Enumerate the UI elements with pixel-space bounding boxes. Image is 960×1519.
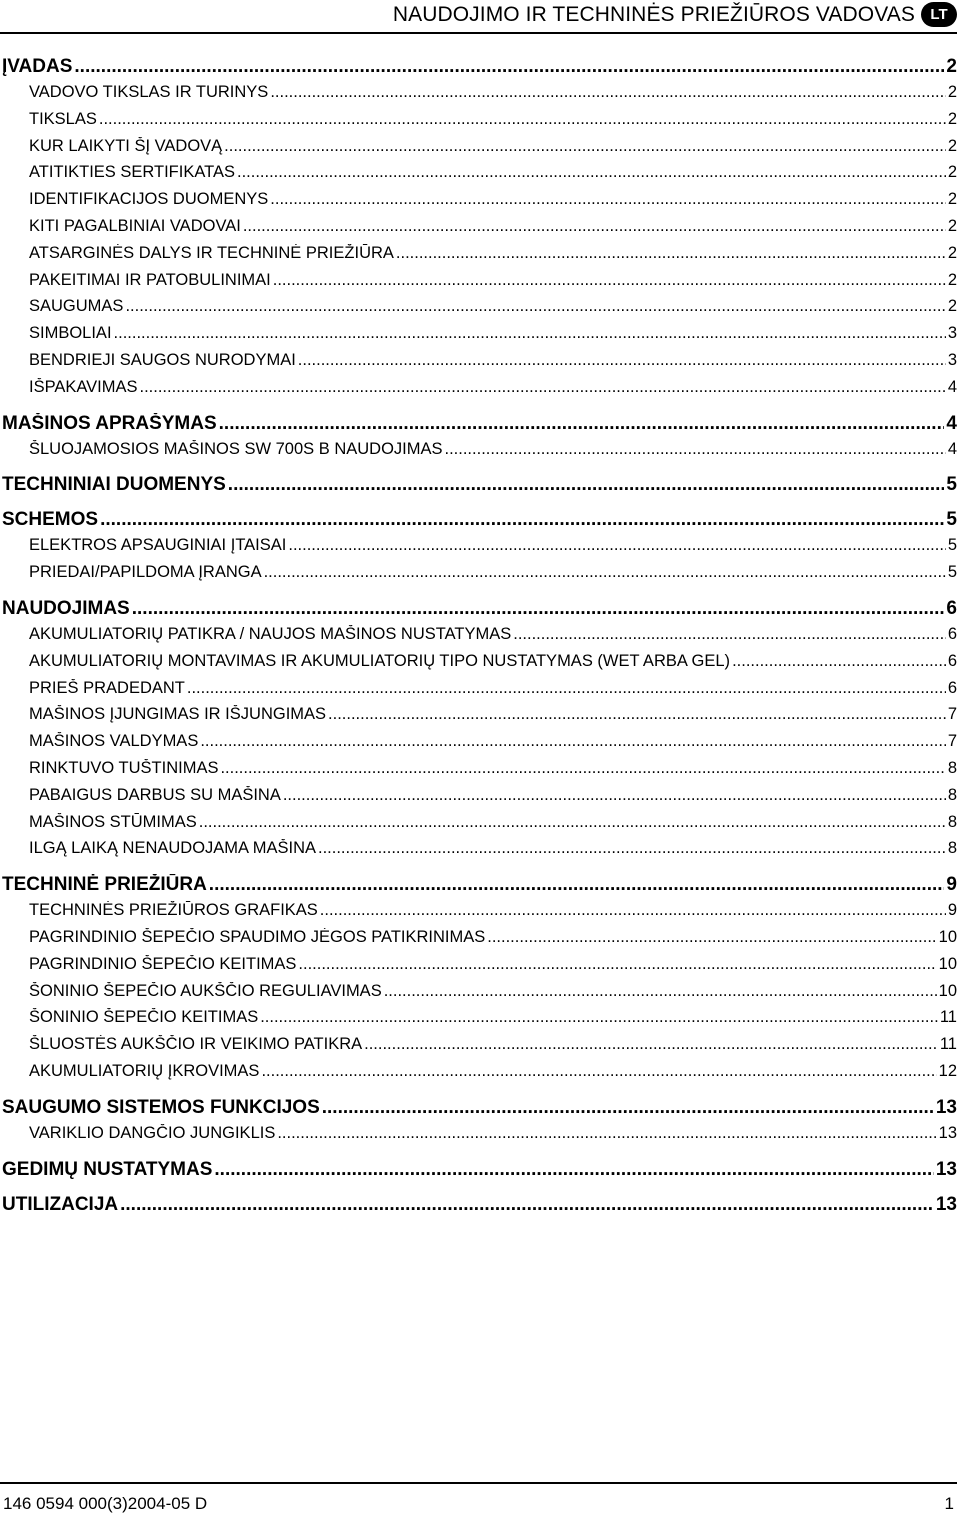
toc-entry-title: ATSARGINĖS DALYS IR TECHNINĖ PRIEŽIŪRA bbox=[29, 243, 394, 262]
language-badge: LT bbox=[921, 2, 957, 27]
toc-entry-page: 10 bbox=[938, 927, 957, 946]
toc-entry-title: ŠONINIO ŠEPEČIO KEITIMAS bbox=[29, 1008, 259, 1027]
toc-dot-leader bbox=[320, 901, 946, 920]
footer-divider bbox=[0, 1482, 957, 1484]
toc-dot-leader bbox=[228, 474, 945, 496]
toc-entry-page: 8 bbox=[947, 839, 957, 858]
toc-dot-leader bbox=[260, 1008, 938, 1027]
toc-section-entry bbox=[2, 509, 957, 536]
toc-entry-page: 13 bbox=[935, 1096, 957, 1118]
toc-entry-page: 4 bbox=[946, 412, 957, 434]
toc-entry-page: 6 bbox=[946, 597, 957, 619]
page-header bbox=[0, 0, 960, 40]
toc-dot-leader bbox=[199, 813, 946, 832]
table-of-contents bbox=[2, 56, 957, 1221]
toc-dot-leader bbox=[220, 759, 945, 778]
toc-entry-page: 11 bbox=[939, 1008, 957, 1027]
toc-dot-leader bbox=[273, 271, 946, 290]
toc-entry-title: AKUMULIATORIŲ PATIKRA / NAUJOS MAŠINOS NUSTATYMAS bbox=[29, 624, 512, 643]
toc-subsection-entry bbox=[2, 1062, 957, 1089]
toc-entry-page: 2 bbox=[946, 56, 957, 77]
toc-entry-page: 7 bbox=[947, 732, 957, 751]
toc-entry-title: BENDRIEJI SAUGOS NURODYMAI bbox=[29, 350, 296, 369]
toc-section-entry bbox=[2, 874, 957, 901]
toc-dot-leader bbox=[487, 928, 936, 947]
toc-entry-title: SCHEMOS bbox=[2, 509, 99, 531]
toc-entry-page: 9 bbox=[947, 901, 957, 920]
toc-entry-title: MAŠINOS APRAŠYMAS bbox=[2, 412, 217, 434]
toc-entry-page: 2 bbox=[947, 270, 957, 289]
toc-subsection-entry bbox=[2, 536, 957, 563]
toc-dot-leader bbox=[99, 110, 946, 129]
toc-entry-page: 4 bbox=[947, 377, 957, 396]
toc-dot-leader bbox=[396, 244, 946, 263]
toc-subsection-entry bbox=[2, 652, 957, 679]
toc-dot-leader bbox=[384, 982, 937, 1001]
toc-subsection-entry bbox=[2, 271, 957, 298]
toc-dot-leader bbox=[120, 1194, 934, 1216]
toc-entry-title: ŠONINIO ŠEPEČIO AUKŠČIO REGULIAVIMAS bbox=[29, 981, 382, 1000]
toc-subsection-entry bbox=[2, 244, 957, 271]
toc-subsection-entry bbox=[2, 83, 957, 110]
toc-entry-title: IDENTIFIKACIJOS DUOMENYS bbox=[29, 190, 269, 209]
toc-entry-title: AKUMULIATORIŲ MONTAVIMAS IR AKUMULIATORIŲ TIPO NUSTATYMAS (WET ARBA GEL) bbox=[29, 651, 731, 670]
toc-section-entry bbox=[2, 474, 957, 501]
toc-dot-leader bbox=[243, 217, 946, 236]
toc-entry-title: RINKTUVO TUŠTINIMAS bbox=[29, 758, 219, 777]
toc-subsection-entry bbox=[2, 679, 957, 706]
toc-entry-page: 5 bbox=[947, 563, 957, 582]
toc-subsection-entry bbox=[2, 110, 957, 137]
toc-entry-title: MAŠINOS ĮJUNGIMAS IR IŠJUNGIMAS bbox=[29, 705, 327, 724]
toc-entry-title: UTILIZACIJA bbox=[2, 1193, 119, 1215]
toc-entry-title: AKUMULIATORIŲ ĮKROVIMAS bbox=[29, 1061, 260, 1080]
toc-entry-title: MAŠINOS STŪMIMAS bbox=[29, 812, 197, 831]
toc-section-entry bbox=[2, 413, 957, 440]
toc-dot-leader bbox=[364, 1035, 938, 1054]
toc-dot-leader bbox=[100, 509, 944, 531]
toc-entry-title: PRIEŠ PRADEDANT bbox=[29, 678, 185, 697]
toc-dot-leader bbox=[732, 652, 946, 671]
toc-subsection-entry bbox=[2, 217, 957, 244]
toc-dot-leader bbox=[277, 1124, 936, 1143]
toc-subsection-entry bbox=[2, 163, 957, 190]
toc-dot-leader bbox=[132, 598, 945, 620]
toc-subsection-entry bbox=[2, 1124, 957, 1151]
toc-entry-page: 8 bbox=[947, 812, 957, 831]
toc-subsection-entry bbox=[2, 705, 957, 732]
toc-entry-page: 9 bbox=[946, 874, 957, 896]
toc-entry-title: TECHNINIAI DUOMENYS bbox=[2, 474, 226, 496]
toc-section-entry bbox=[2, 1097, 957, 1124]
toc-entry-title: ATITIKTIES SERTIFIKATAS bbox=[29, 163, 235, 182]
toc-entry-title: PAGRINDINIO ŠEPEČIO KEITIMAS bbox=[29, 954, 297, 973]
toc-section-entry bbox=[2, 598, 957, 625]
toc-dot-leader bbox=[270, 190, 946, 209]
toc-dot-leader bbox=[298, 955, 936, 974]
toc-entry-page: 13 bbox=[938, 1123, 957, 1142]
toc-dot-leader bbox=[298, 351, 946, 370]
toc-dot-leader bbox=[283, 786, 946, 805]
toc-entry-page: 2 bbox=[947, 243, 957, 262]
toc-dot-leader bbox=[140, 378, 946, 397]
toc-entry-title: PAGRINDINIO ŠEPEČIO SPAUDIMO JĖGOS PATIKRINIMAS bbox=[29, 927, 486, 946]
toc-entry-page: 5 bbox=[946, 509, 957, 531]
toc-subsection-entry bbox=[2, 190, 957, 217]
toc-section-entry bbox=[2, 1159, 957, 1186]
toc-entry-page: 7 bbox=[947, 705, 957, 724]
toc-dot-leader bbox=[328, 705, 946, 724]
toc-dot-leader bbox=[288, 536, 945, 555]
toc-entry-title: VADOVO TIKSLAS IR TURINYS bbox=[29, 83, 269, 101]
toc-dot-leader bbox=[318, 839, 946, 858]
toc-entry-page: 6 bbox=[947, 678, 957, 697]
toc-dot-leader bbox=[125, 297, 945, 316]
toc-entry-title: PAKEITIMAI IR PATOBULINIMAI bbox=[29, 270, 271, 289]
toc-entry-title: MAŠINOS VALDYMAS bbox=[29, 732, 199, 751]
toc-subsection-entry bbox=[2, 137, 957, 164]
toc-entry-title: SAUGUMAS bbox=[29, 297, 124, 316]
toc-entry-page: 6 bbox=[947, 651, 957, 670]
toc-entry-page: 12 bbox=[938, 1061, 957, 1080]
toc-entry-title: PRIEDAI/PAPILDOMA ĮRANGA bbox=[29, 563, 262, 582]
toc-subsection-entry bbox=[2, 351, 957, 378]
toc-dot-leader bbox=[214, 1159, 933, 1181]
toc-subsection-entry bbox=[2, 839, 957, 866]
toc-subsection-entry bbox=[2, 440, 957, 467]
toc-dot-leader bbox=[264, 563, 946, 582]
toc-section-entry bbox=[2, 1194, 957, 1221]
toc-entry-title: ĮVADAS bbox=[2, 56, 73, 77]
toc-dot-leader bbox=[219, 413, 945, 435]
toc-entry-title: KITI PAGALBINIAI VADOVAI bbox=[29, 216, 241, 235]
toc-entry-page: 3 bbox=[947, 350, 957, 369]
toc-entry-page: 2 bbox=[947, 136, 957, 155]
header-divider bbox=[0, 32, 957, 34]
toc-entry-page: 2 bbox=[947, 190, 957, 209]
toc-subsection-entry bbox=[2, 901, 957, 928]
toc-dot-leader bbox=[237, 163, 946, 182]
toc-subsection-entry bbox=[2, 813, 957, 840]
toc-entry-page: 13 bbox=[935, 1158, 957, 1180]
toc-entry-title: TECHNINĖS PRIEŽIŪROS GRAFIKAS bbox=[29, 901, 318, 920]
toc-entry-page: 4 bbox=[947, 439, 957, 458]
toc-subsection-entry bbox=[2, 928, 957, 955]
toc-subsection-entry bbox=[2, 759, 957, 786]
toc-entry-title: IŠPAKAVIMAS bbox=[29, 377, 138, 396]
toc-entry-title: ŠLUOSTĖS AUKŠČIO IR VEIKIMO PATIKRA bbox=[29, 1035, 363, 1054]
toc-subsection-entry bbox=[2, 982, 957, 1009]
toc-entry-title: SIMBOLIAI bbox=[29, 324, 112, 343]
toc-dot-leader bbox=[200, 732, 945, 751]
page-number: 1 bbox=[944, 1494, 954, 1513]
toc-dot-leader bbox=[261, 1062, 936, 1081]
toc-dot-leader bbox=[187, 679, 946, 698]
toc-entry-page: 3 bbox=[947, 324, 957, 343]
toc-entry-title: NAUDOJIMAS bbox=[2, 597, 130, 619]
toc-entry-page: 10 bbox=[938, 954, 957, 973]
toc-entry-title: VARIKLIO DANGČIO JUNGIKLIS bbox=[29, 1123, 276, 1142]
toc-subsection-entry bbox=[2, 955, 957, 982]
toc-entry-page: 2 bbox=[947, 216, 957, 235]
toc-subsection-entry bbox=[2, 1008, 957, 1035]
toc-entry-page: 13 bbox=[935, 1193, 957, 1215]
toc-entry-page: 11 bbox=[939, 1035, 957, 1054]
toc-dot-leader bbox=[224, 137, 946, 156]
toc-entry-page: 2 bbox=[947, 297, 957, 316]
toc-entry-title: ŠLUOJAMOSIOS MAŠINOS SW 700S B NAUDOJIMAS bbox=[29, 439, 443, 458]
toc-subsection-entry bbox=[2, 563, 957, 590]
toc-subsection-entry bbox=[2, 625, 957, 652]
toc-entry-title: PABAIGUS DARBUS SU MAŠINA bbox=[29, 785, 281, 804]
toc-entry-title: ELEKTROS APSAUGINIAI ĮTAISAI bbox=[29, 536, 287, 555]
toc-subsection-entry bbox=[2, 786, 957, 813]
toc-entry-page: 2 bbox=[947, 83, 957, 101]
document-code: 146 0594 000(3)2004-05 D bbox=[3, 1494, 208, 1513]
toc-entry-page: 8 bbox=[947, 758, 957, 777]
toc-entry-page: 8 bbox=[947, 785, 957, 804]
toc-entry-title: TIKSLAS bbox=[29, 109, 97, 128]
toc-entry-page: 2 bbox=[947, 163, 957, 182]
toc-dot-leader bbox=[445, 440, 946, 459]
toc-dot-leader bbox=[322, 1097, 934, 1119]
toc-entry-page: 5 bbox=[947, 536, 957, 555]
toc-dot-leader bbox=[74, 56, 944, 78]
toc-entry-page: 2 bbox=[947, 109, 957, 128]
manual-title: NAUDOJIMO IR TECHNINĖS PRIEŽIŪROS VADOVAS bbox=[392, 3, 915, 26]
toc-dot-leader bbox=[270, 83, 945, 102]
toc-entry-page: 6 bbox=[947, 624, 957, 643]
toc-subsection-entry bbox=[2, 378, 957, 405]
toc-entry-title: KUR LAIKYTI ŠĮ VADOVĄ bbox=[29, 136, 223, 155]
toc-subsection-entry bbox=[2, 732, 957, 759]
toc-subsection-entry bbox=[2, 324, 957, 351]
toc-entry-title: GEDIMŲ NUSTATYMAS bbox=[2, 1158, 213, 1180]
toc-subsection-entry bbox=[2, 297, 957, 324]
toc-dot-leader bbox=[513, 625, 946, 644]
toc-dot-leader bbox=[114, 324, 946, 343]
toc-section-entry bbox=[2, 56, 957, 83]
toc-subsection-entry bbox=[2, 1035, 957, 1062]
toc-entry-title: ILGĄ LAIKĄ NENAUDOJAMA MAŠINA bbox=[29, 839, 316, 858]
toc-entry-title: SAUGUMO SISTEMOS FUNKCIJOS bbox=[2, 1096, 320, 1118]
toc-dot-leader bbox=[209, 874, 945, 896]
toc-entry-page: 5 bbox=[946, 474, 957, 496]
toc-entry-page: 10 bbox=[938, 981, 957, 1000]
toc-entry-title: TECHNINĖ PRIEŽIŪRA bbox=[2, 874, 207, 896]
